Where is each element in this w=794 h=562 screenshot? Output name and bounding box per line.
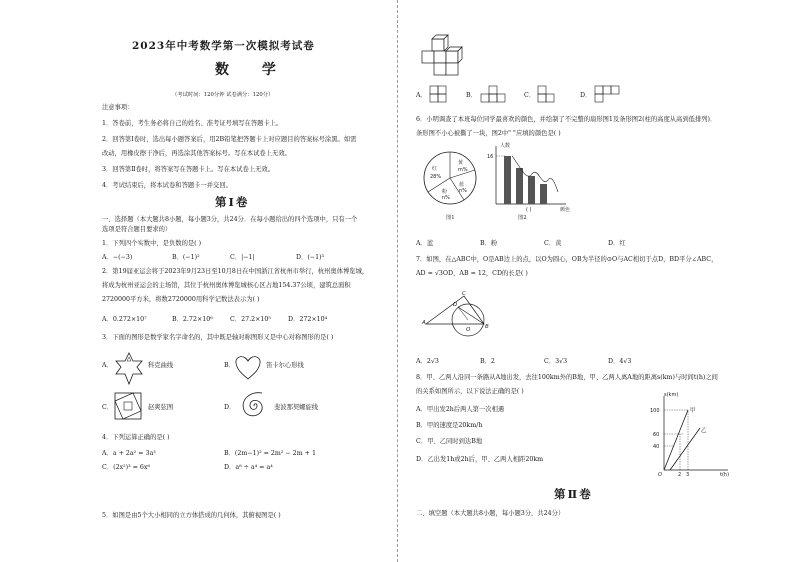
y-tick: 60 <box>653 432 660 438</box>
bar-axis-right: 颜色 <box>560 207 571 213</box>
left-column <box>0 0 392 562</box>
exam-info: （考试时间：120分钟 试卷满分：120分） <box>172 92 274 98</box>
q6-line: 条形图不小心被撕了一块，图2中" "应填的颜色是( ) <box>416 130 561 137</box>
q1-option-b[interactable]: B．(−1)² <box>172 254 200 261</box>
q3-option-a-name: 科克曲线 <box>148 362 174 369</box>
q2-option-c[interactable]: C．27.2×10⁵ <box>230 316 271 323</box>
y-tick: 100 <box>650 408 660 414</box>
notes-heading: 注意事项： <box>102 104 134 111</box>
q5-option-c[interactable]: C． <box>524 92 536 99</box>
cube-solid-figure <box>420 38 462 78</box>
part1-instruction: 选项是符合题目要求的） <box>102 226 172 233</box>
distance-time-graph <box>648 392 732 476</box>
q3-option-d-letter[interactable]: D． <box>224 404 236 411</box>
point-label: C <box>462 291 466 297</box>
bar <box>528 176 535 204</box>
q3-option-b-letter[interactable]: B． <box>224 362 235 369</box>
q5-option-a-figure <box>430 86 446 102</box>
bar-chart-figure <box>486 142 582 212</box>
q4-option-d[interactable]: D．a⁸ ÷ a⁴ = a⁴ <box>224 464 273 471</box>
q8-line: 的关系如图所示，以下说法正确的是( ) <box>416 388 524 395</box>
q7-option-a[interactable]: A．2√3 <box>416 358 439 365</box>
column-divider <box>397 0 398 562</box>
fill-blank-heading: 二、填空题（本大题共8小题，每小题3分，共24分） <box>416 510 565 517</box>
q4-option-c[interactable]: C．(2x²)³ = 6x⁶ <box>102 464 150 471</box>
q1-option-c[interactable]: C．|−1| <box>230 254 255 261</box>
bar <box>540 184 547 204</box>
q6-option-d[interactable]: D．红 <box>608 240 626 247</box>
note-item: 4．考试结束后，将本试卷和答题卡一并交回。 <box>102 182 232 189</box>
pie-label: 红 <box>432 166 438 172</box>
pie-label: m% <box>458 167 468 173</box>
part2-title: 第Ⅱ卷 <box>554 487 593 501</box>
pie-label: 粉 <box>442 189 448 195</box>
q8-line: 8．甲、乙两人沿同一条路从A地出发，去往100km外的B地，甲、乙两人离A地的距离s(km)与时间t(h)之间 <box>416 374 718 381</box>
x-tick: 2 <box>678 472 682 478</box>
point-label: A <box>422 320 426 326</box>
x-tick: 3 <box>686 472 690 478</box>
exam-title: 2023年中考数学第一次模拟考试卷 <box>132 40 315 52</box>
pie-label: n% <box>442 195 450 201</box>
q7-option-c[interactable]: C．3√3 <box>544 358 568 365</box>
q5-option-b-figure <box>480 86 506 102</box>
part1-title: 第Ⅰ卷 <box>215 195 250 209</box>
q7-line: AD = √3OD，AB = 12，CD的长是( ) <box>416 270 528 277</box>
pie-label: n% <box>459 188 467 194</box>
line-label: 甲 <box>690 408 696 414</box>
bar-blank: ( ) <box>526 207 532 213</box>
pie-chart-figure <box>422 146 482 212</box>
bar <box>504 156 511 204</box>
q2-option-a[interactable]: A．0.272×10⁷ <box>102 316 147 323</box>
pie-label: 蓝 <box>459 182 465 188</box>
right-column <box>400 0 794 562</box>
note-item: 改动，用橡皮擦干净后，再选涂其他答案标号。写在本试卷上无效。 <box>102 150 291 157</box>
point-label: B <box>485 324 489 330</box>
q2-line: 2720000平方米，将数2720000用科学记数法表示为( ) <box>102 296 260 303</box>
koch-curve-icon <box>112 352 146 386</box>
q2-line: 2．第19届亚运会将于2023年9月23日至10月8日在中国浙江省杭州市举行，杭州奥体博览城， <box>102 268 369 275</box>
note-item: 1．答卷前，考生务必将自己的姓名、准考证号填写在答题卡上。 <box>102 120 283 127</box>
q3-option-a-letter[interactable]: A． <box>102 362 113 369</box>
q6-line: 6．小明调查了本班每位同学最喜欢的颜色，并绘制了不完整的扇形图1及条形图2(柱的高度从高到低排列)． <box>416 116 717 123</box>
q8-option-c[interactable]: C．甲、乙同时到达B地 <box>416 438 483 445</box>
bar-value-label: 16 <box>487 154 494 160</box>
fig2-label: 图2 <box>518 215 527 221</box>
q2-option-b[interactable]: B．2.72×10⁶ <box>172 316 213 323</box>
zhao-shuang-diagram-icon <box>114 392 142 420</box>
q5-option-d-figure <box>594 86 620 102</box>
q5-option-c-figure <box>538 86 554 102</box>
q7-option-d[interactable]: D．4√3 <box>608 358 632 365</box>
q8-option-d[interactable]: D．乙出发1h或2h后，甲、乙两人相距20km <box>416 456 544 463</box>
part1-instruction: 一、选择题（本大题共8小题，每小题3分，共24分．在每小题给出的四个选项中，只有一个 <box>102 216 358 223</box>
subject-title: 数 学 <box>215 62 290 78</box>
pie-label: 28% <box>430 174 442 180</box>
q1-option-d[interactable]: D．(−1)³ <box>296 254 325 261</box>
y-tick: 40 <box>653 444 660 450</box>
q3-option-d-name: 斐波那契螺旋线 <box>274 404 319 411</box>
bar-axis-top: 人数 <box>500 143 511 149</box>
q4-option-b[interactable]: B．(2m−1)² = 2m² − 2m + 1 <box>224 450 316 457</box>
x-axis-label: t(h) <box>720 472 730 478</box>
q3-option-c-letter[interactable]: C． <box>102 404 114 411</box>
bar <box>516 168 523 204</box>
q1-stem: 1．下列四个实数中，是负数的是( ) <box>102 240 202 247</box>
q4-stem: 4．下列运算正确的是( ) <box>102 434 170 441</box>
q6-option-a[interactable]: A．蓝 <box>416 240 434 247</box>
point-label: D <box>453 302 458 308</box>
q6-option-b[interactable]: B．粉 <box>480 240 498 247</box>
y-axis-label: s(km) <box>664 392 679 398</box>
q6-option-c[interactable]: C．黄 <box>544 240 562 247</box>
q4-option-a[interactable]: A．a + 2a² = 3a³ <box>102 450 156 457</box>
q2-option-d[interactable]: D．272×10⁴ <box>288 316 328 323</box>
note-item: 2．回答第Ⅰ卷时，选出每小题答案后，用2B铅笔把答题卡上对应题目的答案标号涂黑。如需 <box>102 136 357 143</box>
pie-label: 黄 <box>458 160 464 166</box>
q5-option-d[interactable]: D． <box>580 92 592 99</box>
q1-option-a[interactable]: A．−(−3) <box>102 254 133 261</box>
q7-option-b[interactable]: B．2 <box>480 358 495 365</box>
q5-option-b[interactable]: B． <box>466 92 477 99</box>
q5-stem: 5．如图是由5个大小相同的立方体搭成的几何体，其俯视图是( ) <box>102 512 281 519</box>
q8-option-b[interactable]: B．甲的速度是20km/h <box>416 422 483 429</box>
note-item: 3．回答第Ⅱ卷时，将答案写在答题卡上。写在本试卷上无效。 <box>102 166 275 173</box>
cardioid-icon <box>234 354 262 380</box>
fibonacci-spiral-icon <box>236 390 272 422</box>
circle-triangle-figure <box>422 290 508 340</box>
point-label: O <box>466 327 471 333</box>
q3-stem: 3．下面的图形是数学家名字命名的，其中既是轴对称图形又是中心对称图形的是( ) <box>102 334 334 341</box>
x-tick: O <box>658 472 662 478</box>
q5-option-a[interactable]: A． <box>416 92 427 99</box>
q2-line: 将成为杭州亚运会的主场馆，其位于杭州奥体博览城核心区占地154.37公顷，建筑总面积 <box>102 282 351 289</box>
q7-line: 7．如图，在△ABC中，O是AB边上的点，以O为圆心，OB为半径的⊙O与AC相切于点D，BD平分∠ABC， <box>416 256 718 263</box>
fig1-label: 图1 <box>446 215 455 221</box>
q3-option-b-name: 笛卡尔心形线 <box>266 362 304 369</box>
line-label: 乙 <box>701 428 707 434</box>
q3-option-c-name: 赵爽弦图 <box>148 404 174 411</box>
q8-option-a[interactable]: A．甲出发2h后两人第一次相遇 <box>416 406 505 413</box>
line-yi <box>670 428 700 470</box>
